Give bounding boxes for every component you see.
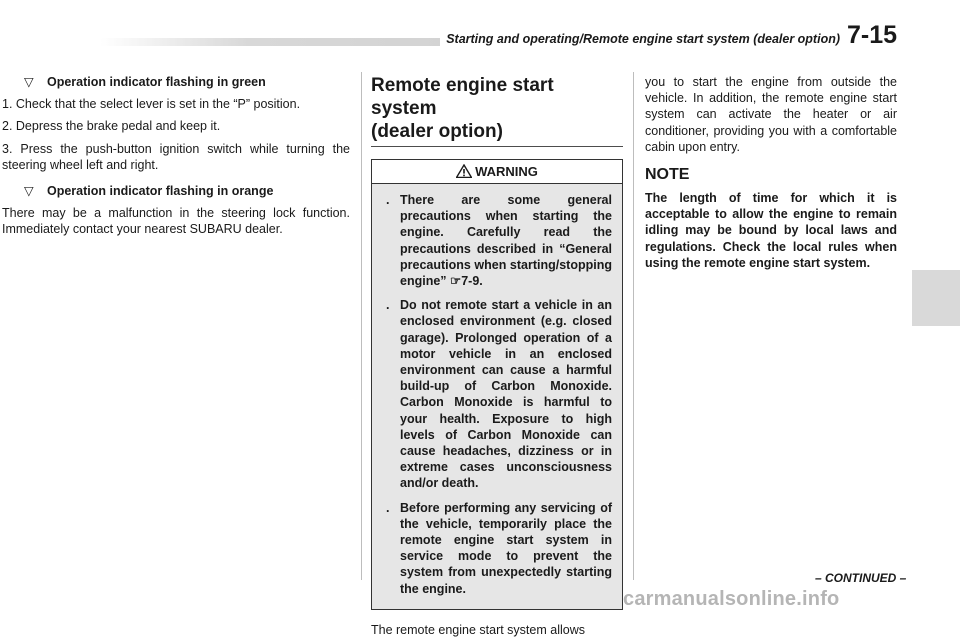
triangle-marker-icon: ▽ <box>24 184 34 199</box>
column-divider <box>633 72 634 580</box>
chapter-side-tab <box>912 270 960 326</box>
column-divider <box>361 72 362 580</box>
step: 3. Press the push-button ignition switch while turning the steering wheel left and right. <box>2 141 350 172</box>
triangle-marker-icon: ▽ <box>24 75 34 89</box>
subheading-text: Operation indicator flashing in green <box>47 75 266 89</box>
watermark: carmanualsonline.info <box>623 588 840 610</box>
step: 2. Depress the brake pedal and keep it. <box>2 119 221 134</box>
section-title-line: (dealer option) <box>371 121 503 142</box>
bullet: . <box>386 193 390 207</box>
right-column <box>645 68 897 271</box>
warning-label: WARNING <box>475 164 538 179</box>
paragraph: you to start the engine from outside the vehicle. In addition, the remote engine start system can activate the heater or air conditioner, providing you with a comfortable cabin upon entry. <box>645 75 897 154</box>
warning-text: Before performing any servicing of the vehicle, temporarily place the remote engine start system in service mode to prevent the system from unexpectedly starting the engine. <box>400 500 612 596</box>
step: 1. Check that the select lever is set in the “P” position. <box>2 97 301 112</box>
warning-text: Do not remote start a vehicle in an enclosed environment (e.g. closed garage). Prolonged operation of a motor vehicle in an enclosed environment can cause a harmful build-up of Carbon Monoxide. Carbon Monoxide is harmful to your health. Exposure to high levels of Carbon Monoxide can cause headaches, dizziness or in extreme cases unconsciousness and/or death. <box>400 298 612 491</box>
middle-column <box>371 74 623 644</box>
section-title-line: Remote engine start system <box>371 75 554 119</box>
note-text: The length of time for which it is acceptable to allow the engine to remain idling may be bound by local laws and regulations. Check the local rules when using the remote engine start system. <box>645 191 897 270</box>
warning-text: There are some general precautions when starting the engine. Carefully read the precautions described in “General precautions when starting/stopping engine” ☞7-9. <box>400 193 612 289</box>
warning-header <box>372 159 622 184</box>
paragraph: There may be a malfunction in the steering lock function. Immediately contact your nearest SUBARU dealer. <box>2 206 350 237</box>
page-number: 7-15 <box>847 21 898 49</box>
subheading-text: Operation indicator flashing in orange <box>47 184 274 199</box>
note-title: NOTE <box>645 166 690 184</box>
left-column <box>2 68 350 244</box>
running-header: Starting and operating/Remote engine start system (dealer option) <box>440 30 844 48</box>
continued-label: – CONTINUED – <box>815 571 907 585</box>
warning-icon <box>456 164 472 178</box>
subheading <box>2 183 350 199</box>
warning-item <box>372 297 622 491</box>
bullet: . <box>386 500 390 515</box>
paragraph: The remote engine start system allows <box>371 622 585 637</box>
bullet: . <box>386 298 390 313</box>
warning-box <box>371 159 623 610</box>
subheading <box>2 74 350 90</box>
title-rule <box>371 146 623 147</box>
warning-item <box>372 192 622 289</box>
warning-item <box>372 500 622 597</box>
section-title <box>371 74 623 143</box>
